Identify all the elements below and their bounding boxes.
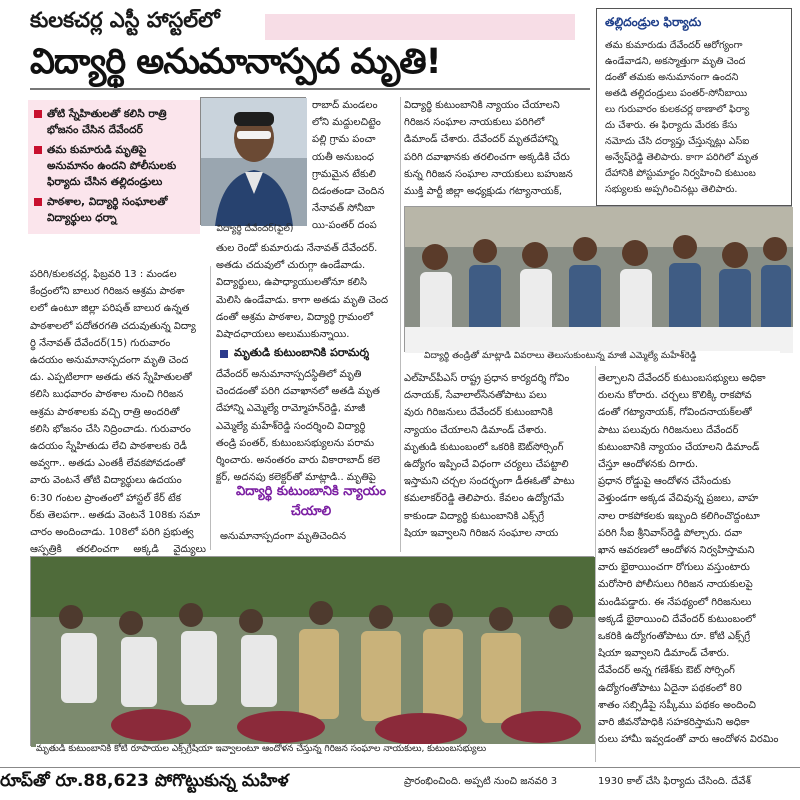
bullet-square-icon (220, 350, 228, 358)
text-line: ముక్తి పార్టీ జిల్లా అధ్యక్షుడు గట్యానాయక్, (404, 186, 563, 198)
text-line: డంతో తమకు అనుమానంగా ఉందని (605, 72, 739, 83)
text-line: మృతుడి కుటుంబంలో ఒకరికి ఔట్‌సోర్సింగ్ (404, 441, 564, 453)
photo-mla-meeting (404, 206, 792, 352)
bottom-rule (0, 767, 800, 768)
callout-justice: విద్యార్థి కుటుంబానికి న్యాయం చేయాలి (235, 484, 387, 519)
text-line: అనుమానాస్పదంగా మృతిచెందిన (220, 531, 346, 542)
portrait-caption: విద్యార్థి దేవేందర్(ఫైల్) (216, 224, 294, 234)
text-line: ఉండేవాడని, అకస్మాత్తుగా మృతి చెంద (605, 56, 746, 67)
kicker: కులకచర్ల ఎస్టీ హాస్టల్‌లో (30, 8, 220, 32)
text-line: కుటుంబానికి న్యాయం చేయాలని డిమాండ్ (598, 441, 760, 453)
column-divider (400, 97, 401, 552)
article-column-2-top (312, 97, 398, 237)
text-line: డిమాండ్ చేశారు. దేవేందర్ మృతదేహాన్ని (404, 134, 558, 146)
text-line: తమ కుమారుడు దేవేందర్ ఆరోగ్యంగా (605, 40, 743, 51)
text-line: కలిసి బుధవారం పాఠశాల నుంచి గిరిజన (30, 389, 184, 401)
text-line: విషాదఛాయలు అలుముకున్నాయి. (216, 329, 350, 341)
highlight-item (34, 106, 194, 138)
text-line: కున్న గిరిజన సంఘాల నాయకులు బహుజన (404, 168, 573, 180)
text-line: అక్కడే భైఠాయించి దేవేందర్ కుటుంబంలో (598, 613, 756, 625)
text-line: రులు హామీ ఇవ్వడంతో వారు ఆందోళన విరమిం (598, 734, 779, 746)
text-line: షియా ఇవ్వాలని డిమాండ్ చేశారు. (598, 648, 730, 660)
text-line: ఆశ్రమ పాఠశాలకు వచ్చి రాత్రి అందరితో (30, 406, 180, 418)
photo-top-caption: విద్యార్థి తండ్రితో మాట్లాడి వివరాలు తెలుసుకుంటున్న మాజీ ఎమ్మెల్యే మహేశ్‌రెడ్డి (424, 351, 780, 363)
text-line: వారు వెంటనే తోటి విద్యార్థులు ఉదయం (30, 475, 182, 487)
next-article-headline: రూప్‌తో రూ.88,623 పోగొట్టుకున్న మహిళ (0, 771, 289, 791)
text-line: వారి జీవనోపాధికి సహకరిస్తామని అధికా (598, 717, 750, 729)
text-line: పరిగి/కులకచర్ల, ఫిబ్రవరి 13 : మండల (30, 269, 177, 280)
text-line: నేనావత్ సోనీబా (312, 203, 375, 215)
text-line: యతీ అనుబంధ (312, 151, 374, 163)
text-line: ఎల్‌హెచ్‌పీఎస్ రాష్ట్ర ప్రధాన కార్యదర్శి గోవిం (404, 373, 570, 384)
text-line: ఖాన ఆవరణలో ఆందోళన నిర్వహిస్తామని (598, 545, 755, 557)
text-line: తుల రెండో కుమారుడు నేనావత్ దేవేందర్. (216, 243, 378, 254)
text-line: పరిగి సీఐ శ్రీనివాస్‌రెడ్డి పోల్చారు. దవా (598, 527, 742, 539)
article-column-2c (220, 528, 400, 546)
text-line: దేవేందర్ అనుమానాస్పదస్థితిలో మృతి (216, 369, 362, 380)
text-line: ర్థి నేనావత్ దేవేందర్(15) గురువారం (30, 337, 171, 349)
text-line: నమోదు చేసి దర్యాప్తు చేస్తున్నట్లు ఎస్ఐ (605, 136, 750, 147)
column-divider (595, 366, 596, 762)
text-line: ఉదయం స్నేహితుడు లేచి పాఠశాలకు రెడీ (30, 441, 188, 453)
highlights-box (28, 100, 200, 234)
text-line: ఉద్యోగం ఇప్పించే విధంగా చర్యలు చేపట్టాలి (404, 459, 569, 471)
text-line: పాటు పలువురు గిరిజనులు దేవేందర్ (598, 424, 739, 436)
text-line: లోని మద్దులచిట్టెం (312, 117, 381, 129)
text-line: దేహాన్ని ఎమ్మెల్యే రామ్మోహన్‌రెడ్డి, మాజీ (216, 403, 366, 415)
text-line: రులను కోరారు. చర్చలు కొలిక్కి రాకపోవ (598, 390, 752, 402)
student-portrait (200, 97, 306, 225)
subheading-text: మృతుడి కుటుంబానికి పరామర్శ (234, 346, 369, 359)
text-line: దిడంతండా చెందిన (312, 186, 385, 198)
text-line: ఇస్తామని చర్చల సందర్భంగా డీఈఓతో పాటు (404, 476, 575, 488)
text-line: మండిపడ్డారు. ఈ నేపథ్యంలో గిరిజనులు (598, 596, 752, 608)
text-line: అవ్వగా.. అతడు ఎంతకీ లేవకపోవడంతో (30, 458, 185, 470)
text-line: లు గురువారం కులకచర్ల ఠాణాలో ఫిర్యా (605, 104, 750, 115)
text-line: చేస్తూ ఆందోళనకు దిగారు. (598, 459, 699, 471)
photo-protest (30, 556, 594, 746)
text-line: పాఠశాలలో పదోతరగతి చదువుతున్న విద్యా (30, 320, 196, 332)
text-line: మెలిసి ఉండేవాడు. కాగా అతడు మృతి చెంద (216, 294, 389, 306)
text-line: ఆస్పత్రికి తరలించగా అక్కడి వైద్యులు (30, 544, 206, 556)
text-line: ర్‌కు తెలపగా.. అతడు వెంటనే 108కు సమా (30, 509, 201, 521)
text-line: నాల రాకపోకలకు ఇబ్బంది కలిగించొద్దంటూ (598, 510, 760, 522)
text-line: యి-పంతర్ దంప (312, 220, 377, 232)
text-line: దనాయక్, సేవాలాల్‌సేనతోపాటు పలు (404, 390, 547, 402)
article-column-2 (216, 240, 398, 344)
headline: విద్యార్థి అనుమానాస్పద మృతి! (30, 42, 441, 82)
headline-highlight-band (265, 14, 575, 40)
article-column-1 (30, 266, 206, 576)
text-line: కలిసి భోజనం చేసి నిద్రించాడు. గురువారం (30, 423, 191, 435)
text-line: కమలాకర్‌రెడ్డి తెలిపారు. కేవలం ఉద్యోగమే (404, 493, 565, 505)
text-line: షియా ఇవ్వాలని గిరిజన సంఘాల నాయ (404, 527, 559, 539)
box-text (605, 38, 783, 198)
photo-bottom-caption: మృతుడి కుటుంబానికి కోటి రూపాయల ఎక్స్‌గ్రేషియా ఇవ్వాలంటూ ఆందోళన చేస్తున్న గిరిజన సంఘాల నాయకులు, కుటుంబసభ్యులు (36, 744, 596, 756)
text-line: దేవేందర్ అన్న గణేశ్‌కు ఔట్ సోర్సింగ్ (598, 665, 735, 677)
text-line: రాబాద్ మండలం (312, 100, 378, 111)
text-line: వారు భైఠాయించగా రోగులు వస్తుంటారు (598, 562, 750, 574)
column-divider (210, 266, 211, 550)
text-line: మరోసారి పోలీసులు గిరిజన నాయకులపై (598, 579, 753, 591)
highlight-text: తమ కుమారుడి మృతిపై అనుమానం ఉందని పోలీసులకు ఫిర్యాదు చేసిన తల్లిదండ్రులు (47, 144, 177, 188)
highlight-item (34, 142, 194, 190)
text-line: కాకుండా విద్యార్థి కుటుంబానికి ఎక్స్‌గ్రే (404, 510, 545, 522)
text-line: విద్యార్థి కుటుంబానికి న్యాయం చేయాలని (404, 100, 560, 111)
text-line: సభ్యులకు అప్పగించినట్లు తెలిపారు. (605, 184, 738, 195)
text-line: గిరిజన సంఘాల నాయకులు పరిగిలో (404, 117, 545, 129)
text-line: గ్రామమైన టేకులి (312, 168, 376, 180)
bullet-square-icon (34, 198, 42, 206)
text-line: లలో ఉంటూ జిల్లా పరిషత్ బాలుర ఉన్నత (30, 303, 190, 315)
highlight-text: తోటి స్నేహితులతో కలిసి రాత్రి భోజనం చేసిన దేవేందర్ (47, 108, 167, 136)
article-column-3 (404, 97, 594, 203)
text-line: వెళ్తుండగా అక్కడ వేచివున్న ప్రజలు, వాహ (598, 493, 759, 505)
text-line: తండ్రి పంతర్, కుటుంబసభ్యులను పరామ (216, 437, 375, 449)
text-line: డు. ఎప్పటిలాగా అతడు తన స్నేహితులతో (30, 372, 192, 384)
article-column-3b (404, 370, 592, 554)
text-line: న్యాయం చేయాలని డిమాండ్ చేశారు. (404, 424, 547, 436)
text-line: తెల్చాలని దేవేందర్ కుటుంబసభ్యులు అధికా (598, 373, 766, 384)
text-line: డంతో ఆశ్రమ పాఠశాల, విద్యార్థి గ్రామంలో (216, 311, 374, 323)
text-line: పల్లి గ్రామ పంచా (312, 134, 376, 146)
bullet-square-icon (34, 110, 42, 118)
bullet-square-icon (34, 146, 42, 154)
text-line: దేహానికి పోస్టుమార్టం నిర్వహించి కుటుంబ (605, 168, 756, 179)
next-article-text: ప్రారంభించింది. అప్పటి నుంచి జనవరి 3 (404, 776, 558, 787)
text-line: కేంద్రంలోని బాలుర గిరిజన ఆశ్రమ పాఠశా (30, 286, 185, 298)
text-line: ఉదయం అనుమానాస్పదంగా మృతి చెంద (30, 355, 189, 367)
highlight-item (34, 194, 194, 226)
text-line: ప్రధాన రోడ్డుపై ఆందోళన చేసేందుకు (598, 476, 731, 488)
text-line: అతడు చదువులో చురుగ్గా ఉండేవాడు. (216, 260, 366, 272)
text-line: దు చేశారు. ఈ ఫిర్యాదు మేరకు కేసు (605, 120, 738, 131)
text-line: అన్వేష్‌రెడ్డి తెలిపారు. కాగా పరిగిలో మృత (605, 152, 759, 163)
highlight-text: పాఠశాల, విద్యార్థి సంఘాలతో విద్యార్థులు ధర్నా (47, 196, 168, 224)
text-line: చెందడంతో పరిగి దవాఖానలో అతడి మృత (216, 386, 380, 398)
text-line: ర్శించారు. అనంతరం వారు వికారాబాద్ కలె (216, 455, 380, 467)
parents-complaint-box (596, 8, 792, 206)
text-line: ఉద్యోగంతోపాటు ఏదైనా పథకంలో 80 (598, 682, 743, 694)
box-title: తల్లిదండ్రుల ఫిర్యాదు (605, 15, 702, 29)
text-line: శాతం సబ్సిడీపై సప్కీము పథకం అందించి (598, 699, 756, 711)
subheading-consolation (220, 346, 400, 362)
text-line: పరిగి దవాఖానకు తరలించగా అక్కడికి చేరు (404, 151, 570, 163)
next-article-text-right: 1930 కాల్ చేసి ఫిర్యాదు చేసింది. దేవేశ్ (598, 776, 751, 787)
text-line: 6:30 గంటల ప్రాంతంలో హాస్టల్ కేర్ టేక (30, 492, 181, 504)
text-line: ఒకరికి ఉద్యోగంతోపాటు రూ. కోటి ఎక్స్‌గ్రే (598, 631, 751, 643)
text-line: క్టర్, అదనపు కలెక్టర్‌తో మాట్లాడి.. మృతిపై (216, 472, 376, 484)
text-line: అతడి తల్లిదండ్రులు పంతర్-సోనీబాయి (605, 88, 748, 99)
text-line: వురు గిరిజనులు దేవేందర్ కుటుంబానికి (404, 407, 553, 419)
headline-rule (30, 88, 590, 90)
text-line: విద్యార్థులు, ఉపాధ్యాయులతోనూ కలిసి (216, 277, 368, 289)
article-column-4 (598, 370, 792, 762)
text-line: డంతో గట్యానాయక్, గోవిందనాయక్‌లతో (598, 407, 752, 419)
text-line: చారం అందించాడు. 108లో పరిగి ప్రభుత్వ (30, 527, 194, 539)
text-line: ఎమ్మెల్యే మహేశ్‌రెడ్డి సందర్శించి విద్యార్థి (216, 420, 366, 432)
